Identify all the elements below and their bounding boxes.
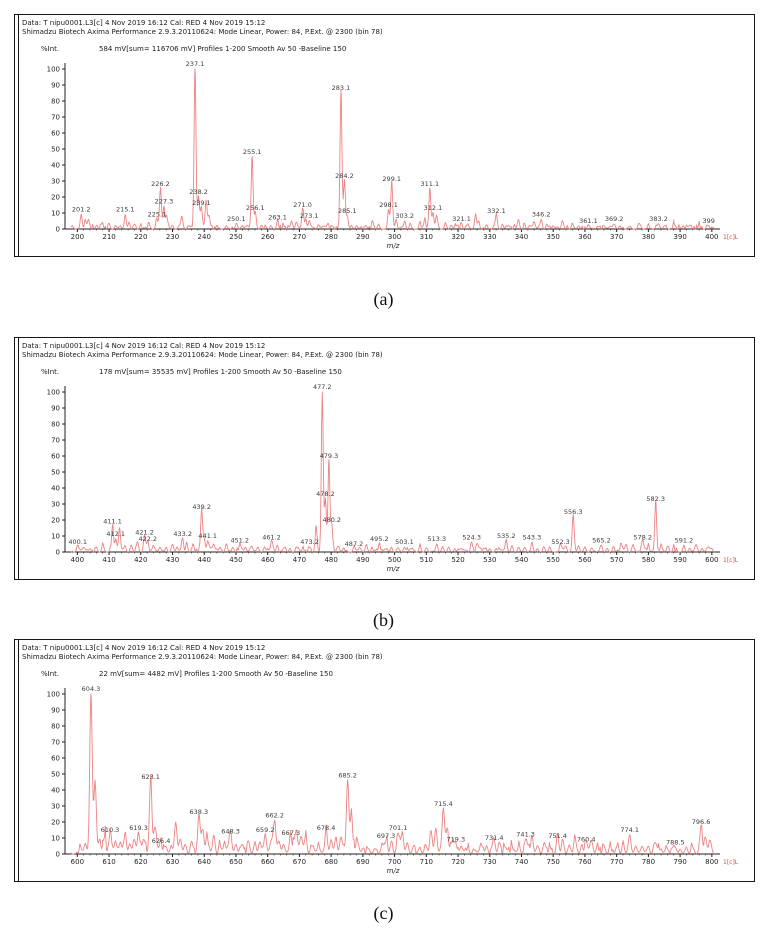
y-tick-label: 20 [51,193,60,202]
peak-label: 201.2 [71,205,91,214]
peak-label: 422.2 [138,535,158,543]
peak-label: 238.2 [189,188,208,196]
peak-label: 543.3 [522,533,542,542]
peak-label: 701.1 [388,824,408,833]
peak-label: 659.2 [255,825,275,834]
peak-label: 503.1 [395,538,414,547]
peak-label: 273.1 [299,212,319,220]
x-tick-label: 780 [641,858,656,866]
x-tick-label: 480 [324,556,338,564]
caption-b: (b) [373,610,394,630]
peak-label: 478.2 [316,490,335,499]
data-header-line1: Data: T nipu0001.L3[c] 4 Nov 2019 16:12 Cal: RED 4 Nov 2019 15:12 [22,644,266,652]
y-tick-label: 80 [51,97,60,106]
peak-label: 369.2 [604,215,624,224]
instrument-header-line2: Shimadzu Biotech Axima Performance 2.9.3.20110624: Mode Linear, Power: 84, P.Ext. @ 2300 (bin 78) [22,27,383,36]
peak-label: 487.2 [344,539,364,548]
peak-label: 760.4 [576,835,596,844]
peak-label: 285.1 [338,207,357,216]
peak-label: 255.1 [242,148,262,156]
peak-label: 535.2 [496,531,516,540]
peak-label: 299.1 [382,175,402,184]
x-tick-label: 650 [229,858,243,866]
peak-label: 626.4 [151,837,171,845]
spectrum-panel-b [14,337,755,580]
x-tick-label: 360 [578,233,592,241]
peak-label: 400.1 [68,538,87,547]
peak-label: 623.1 [141,773,160,781]
x-tick-label: 710 [419,858,433,866]
peak-label: 788.5 [666,838,685,847]
peak-label: 796.6 [691,817,711,826]
x-tick-label: 440 [197,556,211,564]
x-tick-label: 670 [292,858,307,866]
peak-label: 638.3 [189,808,209,817]
x-tick-label: 260 [261,233,275,241]
x-axis-title: m/z [386,565,400,573]
peak-label: 451.2 [230,536,250,545]
y-tick-label: 10 [51,834,60,843]
peak-label: 479.3 [319,451,339,460]
x-tick-label: 420 [134,556,148,564]
peak-label: 361.1 [579,216,598,225]
x-tick-label: 210 [102,233,116,241]
y-tick-label: 40 [51,484,60,493]
instrument-header-line2: Shimadzu Biotech Axima Performance 2.9.3.20110624: Mode Linear, Power: 84, P.Ext. @ 2300 (bin 78) [22,652,383,661]
peak-label: 619.3 [129,824,148,833]
peak-label: 239.1 [192,199,211,208]
peak-label: 685.2 [338,771,357,780]
peak-label: 311.1 [420,180,440,188]
spectrum-trace [71,392,714,552]
peak-label: 383.2 [649,215,668,224]
x-tick-label: 400 [70,556,85,564]
y-tick-label: 40 [51,161,60,170]
x-tick-label: 530 [483,556,497,564]
x-tick-label: 410 [102,556,116,564]
peak-label: 697.3 [376,832,396,841]
y-tick-label: 70 [51,436,60,445]
x-tick-label: 300 [387,233,402,241]
x-tick-label: 750 [546,858,560,866]
spectrum-panel-c [14,639,755,882]
x-tick-label: 380 [641,233,656,241]
x-tick-label: 340 [514,233,529,241]
peak-label: 662.2 [265,811,284,820]
x-tick-label: 580 [641,556,656,564]
peak-label: 604.3 [81,685,101,693]
x-tick-label: 350 [546,233,560,241]
peak-label: 225.1 [147,210,167,219]
trace-end-marker: 1[c]L [723,557,739,564]
x-tick-label: 800 [705,858,719,866]
x-tick-label: 510 [419,556,433,564]
y-tick-label: 80 [51,722,60,731]
peak-label: 578.2 [633,533,652,542]
x-tick-label: 790 [673,858,687,866]
peak-label: 237.1 [185,60,205,68]
y-tick-label: 20 [51,516,60,525]
x-tick-label: 320 [451,233,465,241]
peak-label: 591.2 [674,536,694,545]
peak-label: 284.2 [335,172,354,180]
y-tick-label: 100 [46,388,60,397]
peak-label: 565.2 [592,536,611,545]
x-tick-label: 660 [261,858,275,866]
peak-label: 439.2 [192,503,212,511]
x-tick-label: 490 [356,556,370,564]
peak-label: 399 [702,216,715,225]
x-tick-label: 550 [546,556,560,564]
peak-label: 256.1 [246,204,265,212]
x-tick-label: 560 [578,556,592,564]
x-tick-label: 590 [673,556,687,564]
y-tick-label: 80 [51,420,60,429]
acquisition-info: 22 mV[sum= 4482 mV] Profiles 1-200 Smooth Av 50 -Baseline 150 [99,670,333,678]
y-tick-label: 60 [51,452,60,461]
peak-label: 556.3 [563,507,583,516]
x-tick-label: 770 [609,858,624,866]
peak-label: 774.1 [620,825,639,834]
spectrum-panel-a [14,14,755,257]
peak-label: 552.3 [551,538,570,547]
x-tick-label: 570 [609,556,624,564]
x-tick-label: 470 [292,556,307,564]
x-axis-title: m/z [386,867,400,875]
peak-label: 741.3 [516,830,535,839]
peak-label: 298.1 [379,200,398,209]
caption-c: (c) [373,903,394,923]
y-tick-label: 30 [51,802,60,811]
peak-label: 421.2 [135,528,154,537]
peak-label: 582.3 [646,495,665,503]
x-tick-label: 740 [514,858,529,866]
x-tick-label: 520 [451,556,465,564]
x-tick-label: 330 [483,233,497,241]
y-tick-label: 70 [51,738,60,747]
y-tick-label: 90 [51,81,60,90]
y-tick-label: 100 [46,65,60,74]
y-tick-label: 0 [55,225,60,234]
peak-label: 312.1 [423,204,443,212]
x-tick-label: 500 [387,556,402,564]
peak-label: 412.1 [106,530,126,539]
x-tick-label: 200 [70,233,85,241]
x-tick-label: 400 [705,233,719,241]
x-tick-label: 250 [229,233,243,241]
peak-label: 731.4 [484,833,504,842]
x-tick-label: 630 [165,858,180,866]
x-tick-label: 690 [356,858,370,866]
acquisition-info: 584 mV[sum= 116706 mV] Profiles 1-200 Smooth Av 50 -Baseline 150 [99,45,347,53]
x-tick-label: 450 [229,556,243,564]
x-tick-label: 270 [292,233,307,241]
x-tick-label: 310 [419,233,433,241]
peak-label: 473.2 [300,538,319,547]
peak-label: 648.3 [221,827,240,836]
data-header-line1: Data: T nipu0001.L3[c] 4 Nov 2019 16:12 Cal: RED 4 Nov 2019 15:12 [22,342,266,350]
y-tick-label: 30 [51,500,60,509]
peak-label: 480.2 [322,515,342,524]
peak-label: 283.1 [331,84,351,92]
y-tick-label: 0 [55,548,60,557]
x-tick-label: 600 [705,556,719,564]
y-tick-label: 70 [51,113,60,122]
peak-label: 321.1 [452,215,471,224]
caption-a: (a) [373,289,394,309]
x-tick-label: 610 [102,858,116,866]
peak-label: 667.3 [281,829,301,837]
x-tick-label: 640 [197,858,211,866]
y-tick-label: 100 [46,690,60,699]
acquisition-info: 178 mV[sum= 35535 mV] Profiles 1-200 Smooth Av 50 -Baseline 150 [99,368,342,376]
trace-end-marker: 1[c]L [723,859,739,866]
x-tick-label: 290 [356,233,370,241]
peak-label: 226.2 [151,180,170,188]
y-tick-label: 50 [51,468,60,477]
peak-label: 477.2 [312,383,332,391]
y-tick-label: 90 [51,706,60,715]
x-tick-label: 620 [134,858,148,866]
y-tick-label: 60 [51,754,60,763]
peak-label: 433.2 [173,530,192,539]
x-axis-title: m/z [386,242,400,250]
instrument-header-line2: Shimadzu Biotech Axima Performance 2.9.3.20110624: Mode Linear, Power: 84, P.Ext. @ 2300 (bin 78) [22,350,383,359]
peak-label: 524.3 [462,533,481,542]
peak-label: 461.2 [262,533,281,542]
peak-label: 678.4 [316,824,336,833]
x-tick-label: 700 [387,858,402,866]
y-tick-label: 40 [51,786,60,795]
y-tick-label: 50 [51,770,60,779]
x-tick-label: 280 [324,233,338,241]
x-tick-label: 240 [197,233,211,241]
peak-label: 715.4 [434,800,453,809]
y-tick-label: 10 [51,209,60,218]
x-tick-label: 430 [165,556,180,564]
y-tick-label: 20 [51,818,60,827]
y-axis-label: %Int. [41,670,60,678]
y-tick-label: 60 [51,129,60,138]
data-header-line1: Data: T nipu0001.L3[c] 4 Nov 2019 16:12 Cal: RED 4 Nov 2019 15:12 [22,19,266,27]
x-tick-label: 680 [324,858,338,866]
peak-label: 441.1 [198,531,218,540]
x-tick-label: 600 [70,858,85,866]
x-tick-label: 460 [261,556,275,564]
peak-label: 332.1 [487,207,506,216]
peak-label: 513.3 [427,535,447,543]
x-tick-label: 390 [673,233,687,241]
peak-label: 346.2 [531,210,551,219]
y-axis-label: %Int. [41,45,60,53]
x-tick-label: 730 [483,858,497,866]
x-tick-label: 760 [578,858,592,866]
y-tick-label: 30 [51,177,60,186]
x-tick-label: 230 [165,233,180,241]
peak-label: 719.3 [446,835,466,844]
peak-label: 411.1 [103,517,122,526]
y-axis-label: %Int. [41,368,60,376]
y-tick-label: 10 [51,532,60,541]
x-tick-label: 220 [134,233,148,241]
peak-label: 271.0 [293,200,312,209]
peak-label: 751.4 [548,832,567,841]
peak-label: 495.2 [370,535,389,543]
peak-label: 303.2 [395,212,415,220]
peak-label: 215.1 [115,205,135,214]
peak-label: 250.1 [226,215,246,224]
x-tick-label: 370 [609,233,624,241]
x-tick-label: 720 [451,858,465,866]
y-tick-label: 0 [55,850,60,859]
trace-end-marker: 1[c]L [723,234,739,241]
peak-label: 263.1 [268,213,287,222]
peak-label: 227.3 [154,197,174,206]
y-tick-label: 90 [51,404,60,413]
x-tick-label: 540 [514,556,529,564]
y-tick-label: 50 [51,145,60,154]
peak-label: 610.3 [100,825,120,834]
